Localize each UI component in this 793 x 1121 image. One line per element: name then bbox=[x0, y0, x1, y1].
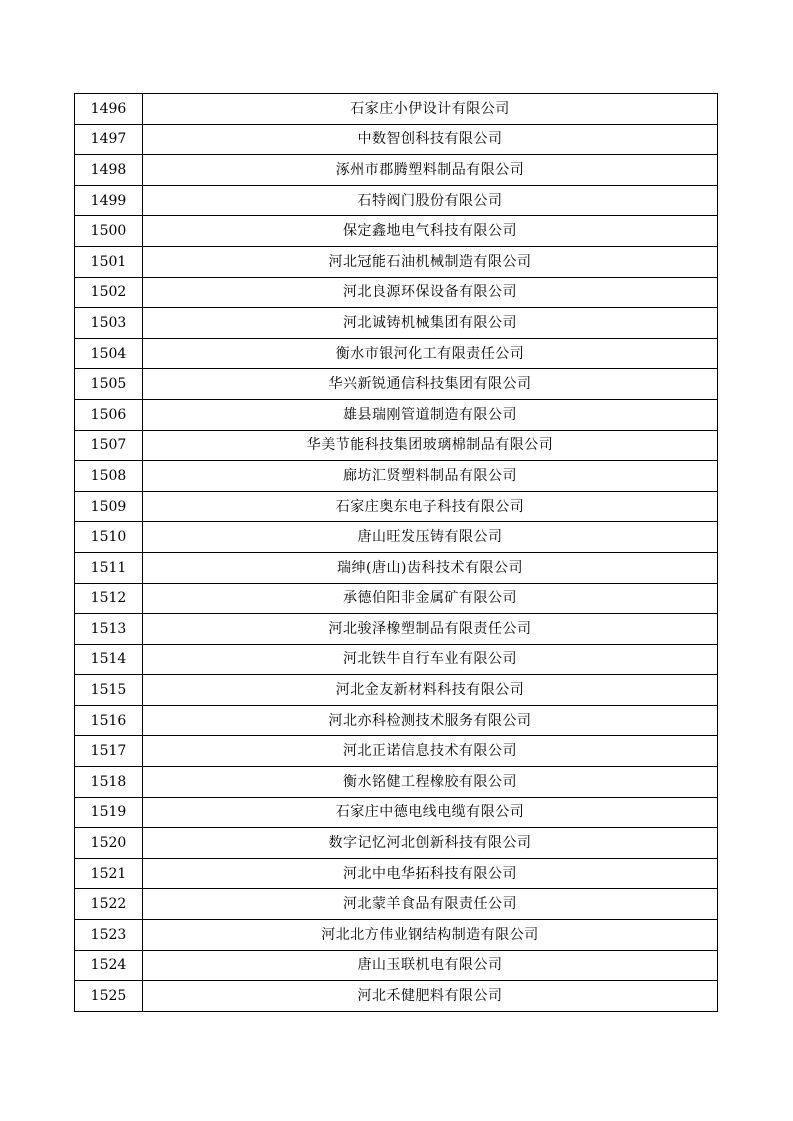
company-name-cell: 衡水市银河化工有限责任公司 bbox=[143, 338, 718, 369]
table-row bbox=[75, 644, 718, 675]
row-number-cell: 1510 bbox=[75, 522, 143, 553]
company-name-cell: 唐山旺发压铸有限公司 bbox=[143, 522, 718, 553]
row-number-cell: 1517 bbox=[75, 736, 143, 767]
row-number-cell: 1522 bbox=[75, 889, 143, 920]
table-row bbox=[75, 736, 718, 767]
table-row bbox=[75, 889, 718, 920]
company-name-cell: 保定鑫地电气科技有限公司 bbox=[143, 216, 718, 247]
company-name-cell: 河北诚铸机械集团有限公司 bbox=[143, 308, 718, 339]
row-number-cell: 1524 bbox=[75, 950, 143, 981]
table-row bbox=[75, 124, 718, 155]
table-row bbox=[75, 461, 718, 492]
table-row bbox=[75, 858, 718, 889]
company-name-cell: 雄县瑞刚管道制造有限公司 bbox=[143, 399, 718, 430]
row-number-cell: 1518 bbox=[75, 767, 143, 798]
table-row bbox=[75, 94, 718, 125]
company-name-cell: 河北冠能石油机械制造有限公司 bbox=[143, 246, 718, 277]
table-row bbox=[75, 246, 718, 277]
row-number-cell: 1505 bbox=[75, 369, 143, 400]
row-number-cell: 1497 bbox=[75, 124, 143, 155]
row-number-cell: 1496 bbox=[75, 94, 143, 125]
company-name-cell: 华美节能科技集团玻璃棉制品有限公司 bbox=[143, 430, 718, 461]
table-row bbox=[75, 675, 718, 706]
table-row bbox=[75, 369, 718, 400]
company-name-cell: 石家庄中德电线电缆有限公司 bbox=[143, 797, 718, 828]
company-name-cell: 河北金友新材料科技有限公司 bbox=[143, 675, 718, 706]
row-number-cell: 1499 bbox=[75, 185, 143, 216]
table-row bbox=[75, 767, 718, 798]
table-row bbox=[75, 155, 718, 186]
row-number-cell: 1506 bbox=[75, 399, 143, 430]
row-number-cell: 1501 bbox=[75, 246, 143, 277]
company-name-cell: 石家庄小伊设计有限公司 bbox=[143, 94, 718, 125]
table-row bbox=[75, 338, 718, 369]
table-row bbox=[75, 981, 718, 1012]
table-row bbox=[75, 491, 718, 522]
company-name-cell: 河北骏泽橡塑制品有限责任公司 bbox=[143, 614, 718, 645]
company-name-cell: 华兴新锐通信科技集团有限公司 bbox=[143, 369, 718, 400]
company-name-cell: 数字记忆河北创新科技有限公司 bbox=[143, 828, 718, 859]
row-number-cell: 1508 bbox=[75, 461, 143, 492]
table-row bbox=[75, 277, 718, 308]
row-number-cell: 1514 bbox=[75, 644, 143, 675]
company-name-cell: 河北北方伟业钢结构制造有限公司 bbox=[143, 920, 718, 951]
company-name-cell: 河北亦科检测技术服务有限公司 bbox=[143, 705, 718, 736]
company-name-cell: 河北禾健肥料有限公司 bbox=[143, 981, 718, 1012]
table-row bbox=[75, 216, 718, 247]
table-row bbox=[75, 950, 718, 981]
row-number-cell: 1523 bbox=[75, 920, 143, 951]
table-row bbox=[75, 399, 718, 430]
company-name-cell: 河北正诺信息技术有限公司 bbox=[143, 736, 718, 767]
table-row bbox=[75, 430, 718, 461]
row-number-cell: 1513 bbox=[75, 614, 143, 645]
row-number-cell: 1507 bbox=[75, 430, 143, 461]
table-row bbox=[75, 920, 718, 951]
table-row bbox=[75, 614, 718, 645]
table-row bbox=[75, 828, 718, 859]
table-row bbox=[75, 308, 718, 339]
table-row bbox=[75, 522, 718, 553]
table-row bbox=[75, 705, 718, 736]
company-name-cell: 石家庄奥东电子科技有限公司 bbox=[143, 491, 718, 522]
company-name-cell: 河北铁牛自行车业有限公司 bbox=[143, 644, 718, 675]
row-number-cell: 1502 bbox=[75, 277, 143, 308]
company-name-cell: 河北良源环保设备有限公司 bbox=[143, 277, 718, 308]
company-name-cell: 瑞绅(唐山)齿科技术有限公司 bbox=[143, 552, 718, 583]
row-number-cell: 1504 bbox=[75, 338, 143, 369]
row-number-cell: 1516 bbox=[75, 705, 143, 736]
company-name-cell: 中数智创科技有限公司 bbox=[143, 124, 718, 155]
company-name-cell: 涿州市郡腾塑料制品有限公司 bbox=[143, 155, 718, 186]
table-row bbox=[75, 552, 718, 583]
row-number-cell: 1520 bbox=[75, 828, 143, 859]
company-name-cell: 石特阀门股份有限公司 bbox=[143, 185, 718, 216]
row-number-cell: 1509 bbox=[75, 491, 143, 522]
company-name-cell: 承德伯阳非金属矿有限公司 bbox=[143, 583, 718, 614]
company-name-cell: 河北中电华拓科技有限公司 bbox=[143, 858, 718, 889]
table-row bbox=[75, 797, 718, 828]
row-number-cell: 1512 bbox=[75, 583, 143, 614]
company-list-table bbox=[74, 93, 718, 1012]
company-name-cell: 唐山玉联机电有限公司 bbox=[143, 950, 718, 981]
table-row bbox=[75, 583, 718, 614]
row-number-cell: 1525 bbox=[75, 981, 143, 1012]
row-number-cell: 1498 bbox=[75, 155, 143, 186]
row-number-cell: 1521 bbox=[75, 858, 143, 889]
row-number-cell: 1503 bbox=[75, 308, 143, 339]
table-body bbox=[75, 94, 718, 1012]
row-number-cell: 1519 bbox=[75, 797, 143, 828]
company-name-cell: 廊坊汇贤塑料制品有限公司 bbox=[143, 461, 718, 492]
company-name-cell: 河北蒙羊食品有限责任公司 bbox=[143, 889, 718, 920]
row-number-cell: 1515 bbox=[75, 675, 143, 706]
row-number-cell: 1511 bbox=[75, 552, 143, 583]
row-number-cell: 1500 bbox=[75, 216, 143, 247]
table-row bbox=[75, 185, 718, 216]
company-name-cell: 衡水铭健工程橡胶有限公司 bbox=[143, 767, 718, 798]
